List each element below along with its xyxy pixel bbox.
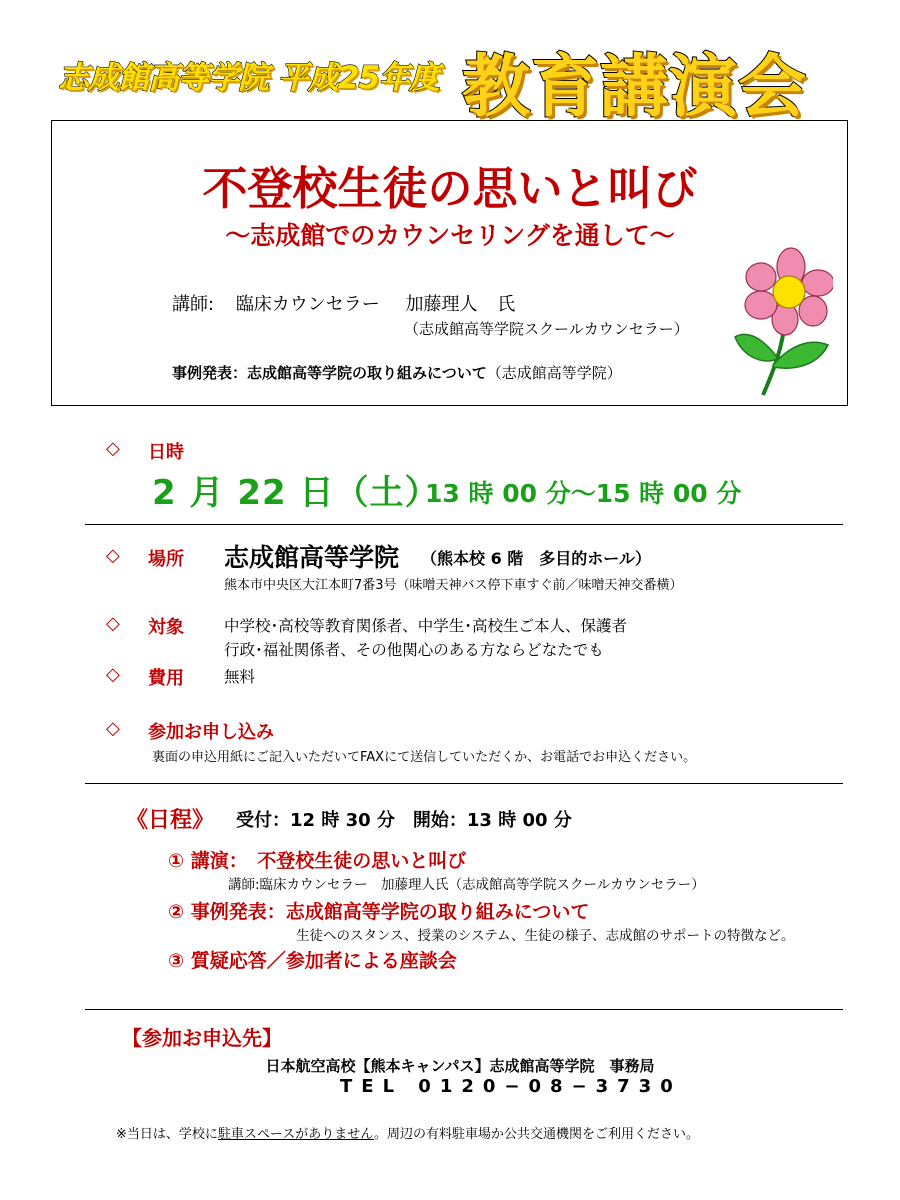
- venue-address: 熊本市中央区大江本町7番3号（味噌天神バス停下車すぐ前／味噌天神交番横）: [224, 578, 683, 593]
- venue-name: 志成館高等学院: [224, 543, 400, 572]
- flower-icon: [733, 247, 833, 397]
- case-presentation-line: [172, 362, 622, 383]
- bullet-apply: ◇: [106, 718, 120, 739]
- divider: [85, 783, 843, 784]
- contact-heading: 【参加お申込先】: [122, 1026, 282, 1050]
- schedule-heading: 《日程》: [126, 808, 215, 833]
- header-event-title: 教育講演会: [462, 48, 808, 127]
- apply-description: 裏面の申込用紙にご記入いただいてFAXにて送信していただくか、お電話でお申込ください。: [152, 750, 697, 765]
- lecturer-name: 加藤理人: [405, 294, 478, 315]
- case-label: 事例発表：: [172, 364, 248, 382]
- case-text: 志成館高等学院の取り組みについて: [247, 364, 487, 382]
- divider: [85, 524, 843, 525]
- schedule-item-2-note: 生徒へのスタンス、授業のシステム、生徒の様子、志成館のサポートの特徴など。: [296, 928, 795, 944]
- footnote-text-before: ※当日は、学校に: [116, 1127, 218, 1142]
- contact-organization: 日本航空高校【熊本キャンパス】志成館高等学院 事務局: [265, 1057, 655, 1075]
- schedule-item-3: ③ 質疑応答／参加者による座談会: [168, 950, 457, 972]
- venue-label: 場所: [148, 549, 184, 570]
- venue-floor: （熊本校 6 階 多目的ホール）: [421, 549, 651, 568]
- lecturer-line: [172, 290, 521, 316]
- bullet-venue: ◇: [106, 545, 120, 566]
- bullet-fee: ◇: [106, 664, 120, 685]
- schedule-reception: 受付：12 時 30 分 開始：13 時 00 分: [236, 810, 572, 831]
- date-label: 日時: [148, 442, 184, 463]
- schedule-item-1: ① 講演： 不登校生徒の思いと叫び: [168, 850, 467, 872]
- fee-label: 費用: [148, 668, 184, 689]
- date-value: 2 月 22 日（土）: [152, 473, 440, 513]
- lecturer-affiliation: （志成館高等学院スクールカウンセラー）: [404, 320, 689, 338]
- footnote-underlined: 駐車スペースがありません: [217, 1127, 375, 1142]
- parking-footnote: [116, 1123, 699, 1142]
- footnote-text-after: 。周辺の有料駐車場か公共交通機関をご利用ください。: [374, 1127, 700, 1142]
- bullet-date: ◇: [106, 438, 120, 459]
- target-line-1: 中学校･高校等教育関係者、中学生･高校生ご本人、保護者: [224, 617, 628, 635]
- bullet-target: ◇: [106, 613, 120, 634]
- case-presenter: （志成館高等学院）: [486, 364, 622, 382]
- lecture-subtitle: ～志成館でのカウンセリングを通して～: [225, 221, 675, 250]
- schedule-item-2: ② 事例発表：志成館高等学院の取り組みについて: [168, 901, 590, 923]
- lecture-title: 不登校生徒の思いと叫び: [202, 162, 698, 215]
- lecturer-label: 講師:: [172, 294, 215, 315]
- header-school-year: 志成館高等学院 平成25年度: [58, 60, 439, 96]
- apply-label: 参加お申し込み: [148, 722, 274, 743]
- schedule-item-1-note: 講師:臨床カウンセラー 加藤理人氏（志成館高等学院スクールカウンセラー）: [228, 877, 705, 893]
- fee-value: 無料: [224, 668, 256, 686]
- time-value: 13 時 00 分～15 時 00 分: [425, 479, 742, 508]
- lecturer-role: 臨床カウンセラー: [235, 294, 380, 315]
- target-line-2: 行政･福祉関係者、その他関心のある方ならどなたでも: [224, 641, 604, 659]
- divider: [85, 1009, 843, 1010]
- contact-phone: TEL 0120−08−3730: [340, 1076, 682, 1097]
- target-label: 対象: [148, 617, 184, 638]
- lecturer-honorific: 氏: [497, 294, 516, 315]
